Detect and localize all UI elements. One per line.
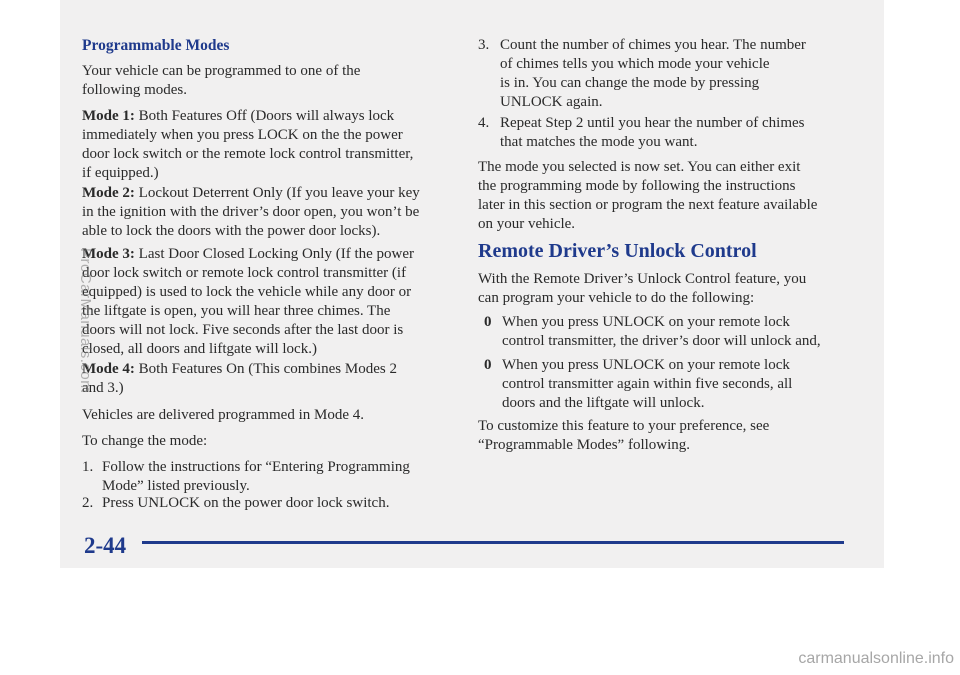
customize-line-2: “Programmable Modes” following. [478, 437, 691, 453]
step-3-line-1: Count the number of chimes you hear. The number [500, 37, 806, 53]
remote-intro-line-2: can program your vehicle to do the following: [478, 290, 755, 306]
mode-set-line-4: on your vehicle. [478, 216, 576, 232]
mode3-line-2: door lock switch or remote lock control transmitter (if [82, 265, 407, 281]
mode3-line-6: closed, all doors and liftgate will lock.) [82, 341, 317, 357]
mode1-text: Both Features Off (Doors will always lock [134, 108, 395, 124]
mode4-text: Both Features On (This combines Modes 2 [134, 361, 397, 377]
step-1 [82, 458, 452, 498]
mode2-line-3: able to lock the doors with the power door locks). [82, 223, 381, 239]
bullet-marker-1: 0 [484, 314, 492, 330]
step-1-line-1: Follow the instructions for “Entering Programming [102, 459, 410, 475]
step-4-line-2: that matches the mode you want. [500, 134, 698, 150]
mode1-line-2: immediately when you press LOCK on the the power [82, 127, 403, 143]
mode3-line-4: the liftgate is open, you will hear three chimes. The [82, 303, 391, 319]
mode3-label: Mode 3: [82, 246, 135, 262]
step-4-line-1: Repeat Step 2 until you hear the number of chimes [500, 115, 805, 131]
bullet-item-1 [478, 313, 858, 353]
mode-set-line-3: later in this section or program the next feature available [478, 197, 818, 213]
bullet-1-line-2: control transmitter, the driver’s door will unlock and, [502, 333, 821, 349]
step-3 [452, 36, 852, 116]
step-1-line-2: Mode” listed previously. [102, 478, 250, 494]
mode2-label: Mode 2: [82, 185, 135, 201]
mode3-line-5: doors will not lock. Five seconds after the last door is [82, 322, 404, 338]
customize-line-1: To customize this feature to your preference, see [478, 418, 770, 434]
page-number: 2-44 [84, 533, 127, 558]
step-3-line-2: of chimes tells you which mode your vehicle [500, 56, 770, 72]
bullet-item-2 [478, 356, 858, 416]
programmable-modes-heading: Programmable Modes [82, 37, 230, 54]
mode2-text: Lockout Deterrent Only (If you leave your key [134, 185, 420, 201]
mode1-line-4: if equipped.) [82, 165, 159, 181]
mode4-label: Mode 4: [82, 361, 135, 377]
mode1-line-1 [82, 107, 394, 126]
mode3-text: Last Door Closed Locking Only (If the power [134, 246, 415, 262]
delivered-text: Vehicles are delivered programmed in Mode 4. [82, 407, 364, 423]
step-4 [452, 114, 852, 154]
mode4-line-2: and 3.) [82, 380, 124, 396]
mode-set-line-2: the programming mode by following the instructions [478, 178, 796, 194]
step-2-line-1: Press UNLOCK on the power door lock switch. [102, 495, 390, 511]
step-3-number: 3. [478, 37, 490, 53]
remote-intro-line-1: With the Remote Driver’s Unlock Control feature, you [478, 271, 807, 287]
footer-rule [142, 541, 844, 544]
intro-line-2: following modes. [82, 82, 187, 98]
procarmanuals-watermark: ProCarManuals.com [77, 248, 94, 394]
bullet-2-line-2: control transmitter again within five seconds, all [502, 376, 793, 392]
bullet-2-line-1: When you press UNLOCK on your remote lock [502, 357, 790, 373]
step-2-number: 2. [82, 495, 94, 511]
mode1-line-3: door lock switch or the remote lock control transmitter, [82, 146, 414, 162]
step-3-line-3: is in. You can change the mode by pressing [500, 75, 760, 91]
step-2 [82, 494, 452, 514]
carmanualsonline-watermark: carmanualsonline.info [798, 650, 954, 667]
to-change-text: To change the mode: [82, 433, 208, 449]
mode2-line-2: in the ignition with the driver’s door open, you won’t be [82, 204, 420, 220]
intro-line-1: Your vehicle can be programmed to one of the [82, 63, 361, 79]
step-3-line-4: UNLOCK again. [500, 94, 603, 110]
step-4-number: 4. [478, 115, 490, 131]
mode2-line-1 [82, 184, 420, 203]
mode3-line-1 [82, 245, 414, 264]
bullet-2-line-3: doors and the liftgate will unlock. [502, 395, 705, 411]
mode1-label: Mode 1: [82, 108, 135, 124]
remote-unlock-heading: Remote Driver’s Unlock Control [478, 240, 757, 262]
mode3-line-3: equipped) is used to lock the vehicle while any door or [82, 284, 412, 300]
mode-set-line-1: The mode you selected is now set. You can either exit [478, 159, 801, 175]
step-1-number: 1. [82, 459, 94, 475]
bullet-1-line-1: When you press UNLOCK on your remote lock [502, 314, 790, 330]
mode4-line-1 [82, 360, 397, 379]
bullet-marker-2: 0 [484, 357, 492, 373]
